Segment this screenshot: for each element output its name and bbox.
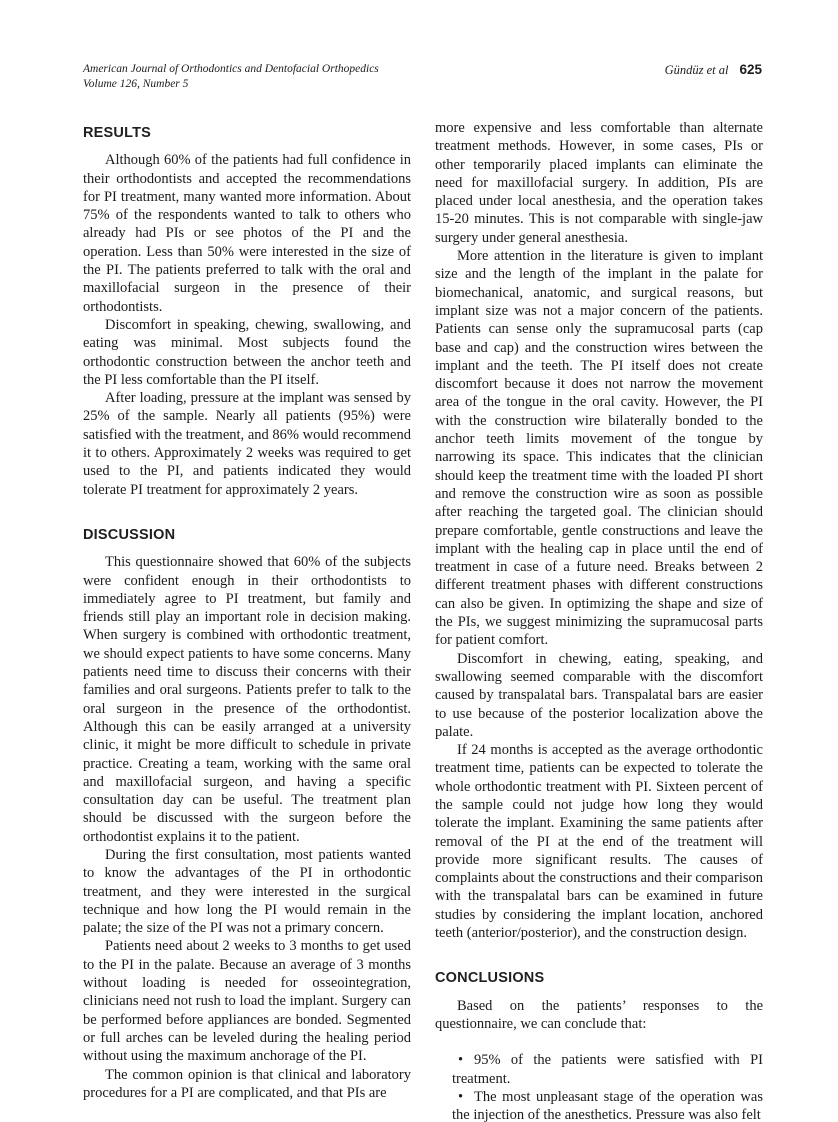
- journal-volume-line: Volume 126, Number 5: [83, 77, 189, 90]
- paragraph: More attention in the literature is given to implant size and the length of the implant in the palate for biomechanical, anatomic, and surgical reasons, but implant size was not a major concern of the patients. Patients can sense only the supramucosal parts (cap base and cap) and the construction wires between the implant and the teeth. The PI itself does not create discomfort because it does not narrow the movement area of the tongue in the oral cavity. However, the PI with the construction wire bilaterally bonded to the anchor teeth limits movement of the tongue by narrowing its space. This indicates that the clinician should keep the treatment time with the loaded PI short and remove the construction wire as soon as possible after reaching the targeted goal. The clinician should prepare comfortable, gentle constructions and leave the implant with the healing cap in place until the end of treatment in case of a future need. Breaks between 2 different treatment phases with different constructions can also be given. In optimizing the shape and size of the PIs, we suggest minimizing the supramucosal parts for patient comfort.: [435, 248, 763, 649]
- list-item: [435, 1088, 763, 1122]
- paragraph: Discomfort in chewing, eating, speaking, and swallowing seemed comparable with the discomfort caused by transpalatal bars. Transpalatal bars are easier to use because of the posterior localization above the palate.: [435, 650, 763, 740]
- article-body: [83, 119, 763, 1122]
- section-heading-conclusions: CONCLUSIONS: [435, 970, 545, 987]
- paragraph: Based on the patients’ responses to the questionnaire, we can conclude that:: [435, 997, 763, 1032]
- list-item-text: The most unpleasant stage of the operation was the injection of the anesthetics. Pressure was also felt: [452, 1088, 763, 1122]
- list-item: [435, 1051, 763, 1088]
- journal-title: American Journal of Orthodontics and Dentofacial Orthopedics: [83, 63, 379, 75]
- paragraph: Discomfort in speaking, chewing, swallowing, and eating was minimal. Most subjects found the orthodontic construction between the anchor teeth and the PI less comfortable than the PI itself.: [83, 316, 411, 388]
- paragraph: If 24 months is accepted as the average orthodontic treatment time, patients can be expected to tolerate the whole orthodontic treatment with PI. Sixteen percent of the sample could not judge how long they would tolerate the implant. Examining the same patients after removal of the PI at the end of the treatment will provide more significant results. The causes of complaints about the constructions and their comparison with the transpalatal bars can be examined in future studies by considering the implant location, anchored teeth (anterior/posterior), and the construction design.: [435, 742, 763, 942]
- bullet-icon: •: [458, 1052, 464, 1069]
- author-citation: Gündüz et al: [664, 63, 729, 77]
- paragraph: The common opinion is that clinical and laboratory procedures for a PI are complicated, and that PIs are: [83, 1066, 411, 1101]
- section-heading-results: RESULTS: [83, 125, 151, 141]
- journal-info: [83, 62, 379, 91]
- page-number: 625: [739, 62, 762, 77]
- paragraph: This questionnaire showed that 60% of the subjects were confident enough in their orthodontists to immediately agree to PI treatment, but family and friends still play an important role in decision making. When surgery is combined with orthodontic treatment, we should expect patients to have some concerns. Many patients need time to discuss their concerns with their families and oral surgeons. Patients prefer to talk to the oral surgeon in the presence of the orthodontist. Although this can be easily arranged at a university clinic, it might be more difficult to schedule in private practice. Creating a team, working with the same oral and maxillofacial surgeon, and having a specific consultation day can be useful. The treatment plan should be discussed with the surgeon before the orthodontist explains it to the patient.: [83, 554, 411, 845]
- paragraph-continuation: more expensive and less comfortable than alternate treatment methods. However, in some cases, PIs or other temporarily placed implants can eliminate the need for maxillofacial surgery. In addition, PIs are placed under local anesthesia, and the operation takes 15-20 minutes. This is not comparable with single-jaw surgery under general anesthesia.: [435, 120, 763, 246]
- conclusions-list: [435, 1051, 763, 1122]
- section-heading-discussion: DISCUSSION: [83, 526, 176, 543]
- paragraph: During the first consultation, most patients wanted to know the advantages of the PI in orthodontic treatment, and they were interested in the surgical technique and how long the PI would remain in the palate; the size of the PI was not a primary concern.: [83, 846, 411, 937]
- running-header: [83, 62, 762, 91]
- bullet-icon: •: [458, 1088, 464, 1105]
- paragraph: Patients need about 2 weeks to 3 months to get used to the PI in the palate. Because an average of 3 months without loading is needed for osseointegration, clinicians need not rush to load the implant. Surgery can be performed before appliances are bonded. Segmented or full arches can be leveled during the healing period without using the maximum anchorage of the PI.: [83, 938, 411, 1065]
- right-column: [435, 119, 763, 1122]
- running-head-right: [665, 62, 762, 78]
- list-item-text: 95% of the patients were satisfied with PI treatment.: [452, 1052, 763, 1087]
- paragraph: After loading, pressure at the implant was sensed by 25% of the sample. Nearly all patients (95%) were satisfied with the treatment, and 86% would recommend it to others. Approximately 2 weeks was required to get used to the PI, and patients indicated they would tolerate PI treatment for approximately 2 years.: [83, 390, 411, 498]
- paragraph: Although 60% of the patients had full confidence in their orthodontists and accepted the recommendations for PI treatment, many wanted more information. About 75% of the respondents wanted to talk to others who already had PIs or see photos of the PI and the operation. Less than 50% were interested in the size of the PI. The patients preferred to talk with the oral and maxillofacial surgeon in the presence of their orthodontists.: [83, 152, 411, 315]
- left-column: [83, 119, 411, 1122]
